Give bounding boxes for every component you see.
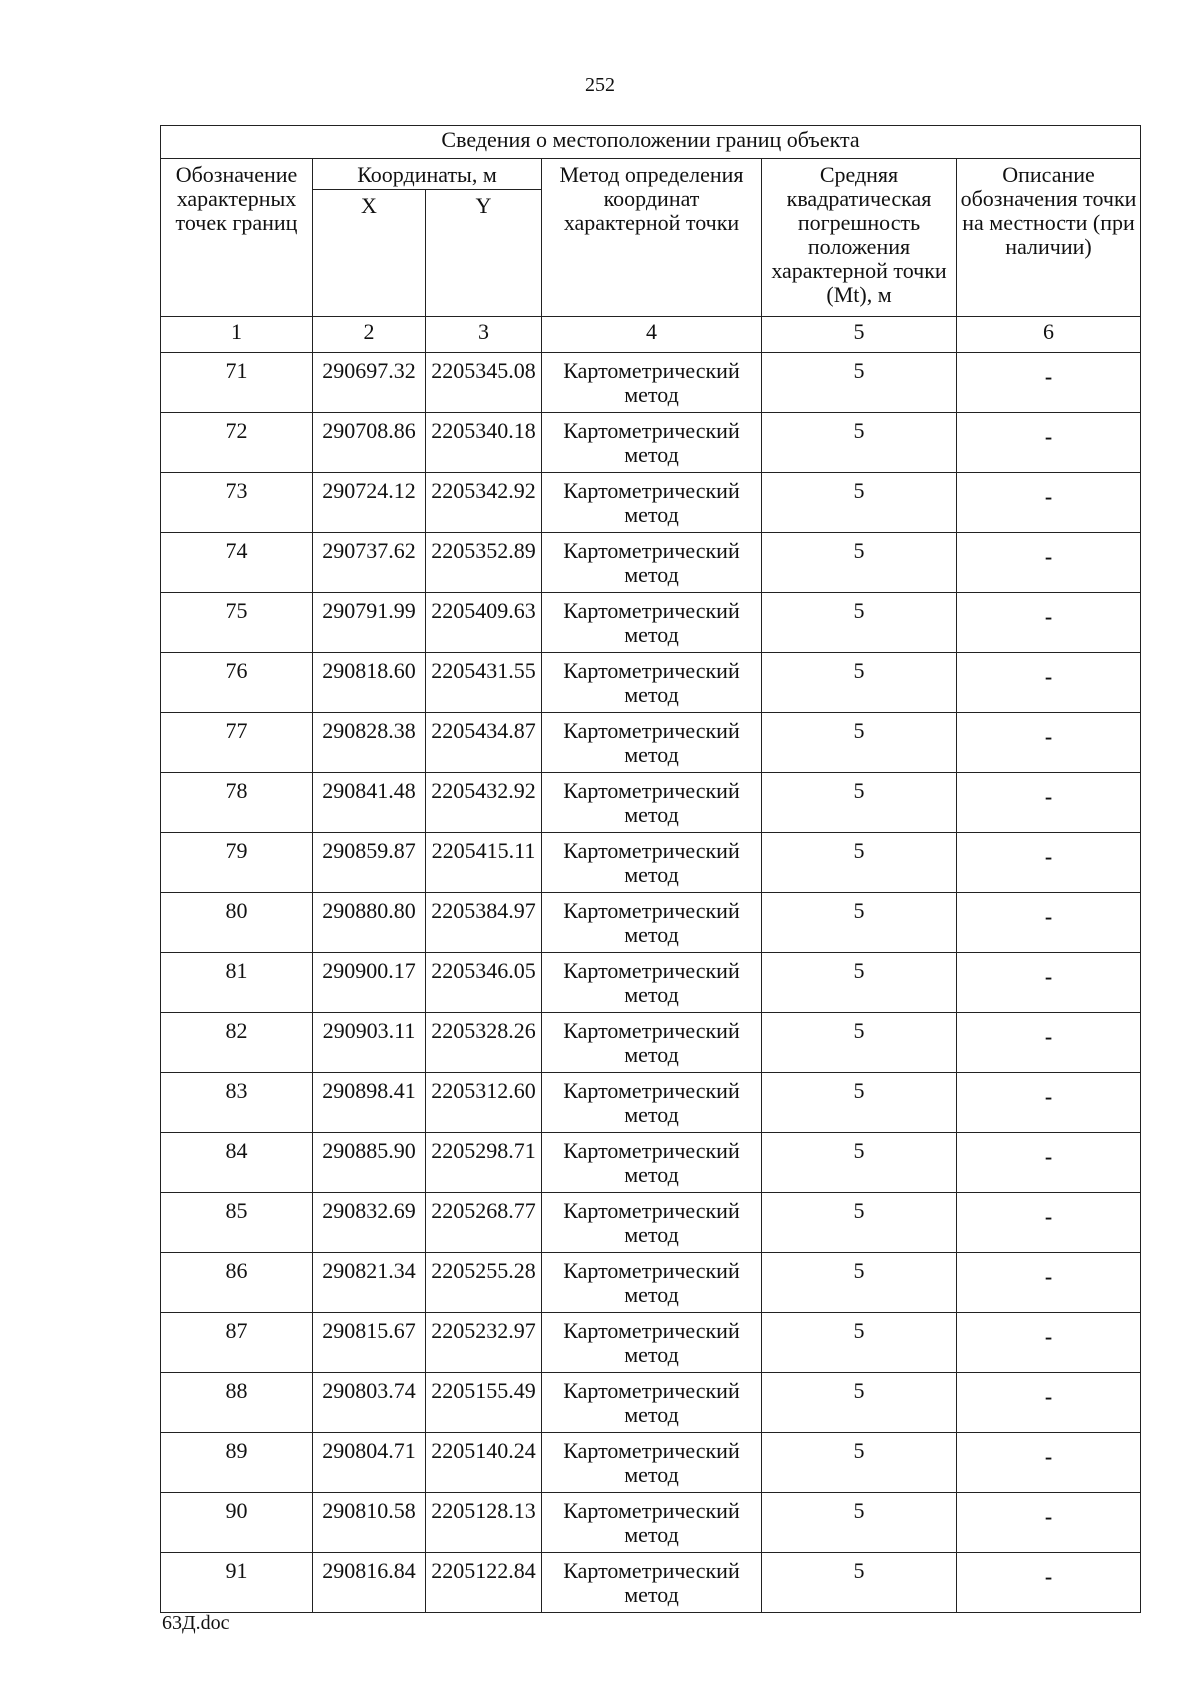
y-coordinate-cell: 2205255.28 [426, 1253, 542, 1313]
description-cell [957, 653, 1141, 713]
x-coordinate-cell: 290900.17 [313, 953, 426, 1013]
error-cell: 5 [762, 473, 957, 533]
error-cell: 5 [762, 1553, 957, 1613]
point-id-cell: 74 [161, 533, 313, 593]
description-cell [957, 1133, 1141, 1193]
method-line-2: метод [624, 1522, 679, 1547]
error-cell: 5 [762, 653, 957, 713]
method-line-1: Картометрический [563, 1498, 740, 1523]
table-row [161, 1373, 1141, 1433]
method-line-1: Картометрический [563, 1318, 740, 1343]
description-cell [957, 893, 1141, 953]
table-row [161, 953, 1141, 1013]
error-cell: 5 [762, 1493, 957, 1553]
method-line-2: метод [624, 1462, 679, 1487]
boundary-table-container [160, 125, 1140, 1613]
method-line-1: Картометрический [563, 1258, 740, 1283]
method-line-2: метод [624, 1282, 679, 1307]
method-line-2: метод [624, 442, 679, 467]
x-coordinate-cell: 290816.84 [313, 1553, 426, 1613]
table-body [161, 353, 1141, 1613]
error-cell: 5 [762, 1253, 957, 1313]
error-cell: 5 [762, 1193, 957, 1253]
description-value: - [1044, 1384, 1053, 1409]
description-value: - [1044, 544, 1053, 569]
description-value: - [1044, 1504, 1053, 1529]
description-value: - [1044, 484, 1053, 509]
method-cell [542, 953, 762, 1013]
description-cell [957, 593, 1141, 653]
description-value: - [1044, 1264, 1053, 1289]
table-row [161, 773, 1141, 833]
method-line-2: метод [624, 922, 679, 947]
y-coordinate-cell: 2205232.97 [426, 1313, 542, 1373]
x-coordinate-cell: 290880.80 [313, 893, 426, 953]
error-cell: 5 [762, 533, 957, 593]
error-cell: 5 [762, 893, 957, 953]
method-line-1: Картометрический [563, 958, 740, 983]
description-cell [957, 1193, 1141, 1253]
table-row [161, 1013, 1141, 1073]
description-value: - [1044, 1084, 1053, 1109]
column-numbers-row [161, 317, 1141, 353]
table-caption: Сведения о местоположении границ объекта [161, 126, 1141, 159]
y-coordinate-cell: 2205409.63 [426, 593, 542, 653]
method-cell [542, 1493, 762, 1553]
description-cell [957, 1493, 1141, 1553]
error-cell: 5 [762, 1133, 957, 1193]
error-cell: 5 [762, 353, 957, 413]
description-value: - [1044, 724, 1053, 749]
error-cell: 5 [762, 1373, 957, 1433]
method-line-1: Картометрический [563, 1078, 740, 1103]
table-row [161, 473, 1141, 533]
column-number: 4 [542, 317, 762, 353]
y-coordinate-cell: 2205342.92 [426, 473, 542, 533]
method-line-1: Картометрический [563, 598, 740, 623]
method-line-1: Картометрический [563, 358, 740, 383]
method-line-1: Картометрический [563, 418, 740, 443]
point-id-cell: 76 [161, 653, 313, 713]
description-cell [957, 1553, 1141, 1613]
method-cell [542, 833, 762, 893]
y-coordinate-cell: 2205155.49 [426, 1373, 542, 1433]
point-id-cell: 82 [161, 1013, 313, 1073]
x-coordinate-cell: 290821.34 [313, 1253, 426, 1313]
method-line-2: метод [624, 682, 679, 707]
method-cell [542, 473, 762, 533]
y-coordinate-cell: 2205140.24 [426, 1433, 542, 1493]
description-value: - [1044, 1024, 1053, 1049]
x-coordinate-cell: 290697.32 [313, 353, 426, 413]
method-line-1: Картометрический [563, 1558, 740, 1583]
error-cell: 5 [762, 773, 957, 833]
method-line-2: метод [624, 1342, 679, 1367]
method-line-1: Картометрический [563, 778, 740, 803]
x-coordinate-cell: 290903.11 [313, 1013, 426, 1073]
method-line-2: метод [624, 862, 679, 887]
x-coordinate-cell: 290791.99 [313, 593, 426, 653]
y-coordinate-cell: 2205431.55 [426, 653, 542, 713]
error-cell: 5 [762, 833, 957, 893]
method-line-1: Картометрический [563, 1138, 740, 1163]
error-cell: 5 [762, 1433, 957, 1493]
x-coordinate-cell: 290804.71 [313, 1433, 426, 1493]
method-line-2: метод [624, 562, 679, 587]
point-id-cell: 91 [161, 1553, 313, 1613]
point-id-cell: 89 [161, 1433, 313, 1493]
description-value: - [1044, 364, 1053, 389]
error-cell: 5 [762, 1313, 957, 1373]
table-row [161, 353, 1141, 413]
description-value: - [1044, 604, 1053, 629]
description-cell [957, 533, 1141, 593]
method-line-1: Картометрический [563, 1018, 740, 1043]
method-cell [542, 1133, 762, 1193]
method-cell [542, 713, 762, 773]
table-row [161, 593, 1141, 653]
table-row [161, 1433, 1141, 1493]
method-line-2: метод [624, 382, 679, 407]
table-row [161, 1193, 1141, 1253]
point-id-cell: 75 [161, 593, 313, 653]
x-coordinate-cell: 290898.41 [313, 1073, 426, 1133]
description-cell [957, 413, 1141, 473]
description-cell [957, 473, 1141, 533]
table-row [161, 1073, 1141, 1133]
x-coordinate-cell: 290832.69 [313, 1193, 426, 1253]
page-number: 252 [585, 74, 615, 96]
y-coordinate-cell: 2205122.84 [426, 1553, 542, 1613]
header-designation: Обозначение характерных точек границ [161, 159, 313, 317]
method-cell [542, 773, 762, 833]
method-line-2: метод [624, 1402, 679, 1427]
description-cell [957, 773, 1141, 833]
point-id-cell: 88 [161, 1373, 313, 1433]
error-cell: 5 [762, 593, 957, 653]
point-id-cell: 77 [161, 713, 313, 773]
method-line-2: метод [624, 1162, 679, 1187]
method-line-2: метод [624, 1102, 679, 1127]
description-value: - [1044, 964, 1053, 989]
description-cell [957, 1073, 1141, 1133]
method-cell [542, 593, 762, 653]
header-y: Y [426, 190, 542, 317]
x-coordinate-cell: 290708.86 [313, 413, 426, 473]
method-line-2: метод [624, 982, 679, 1007]
description-cell [957, 1373, 1141, 1433]
method-cell [542, 1253, 762, 1313]
description-value: - [1044, 904, 1053, 929]
point-id-cell: 78 [161, 773, 313, 833]
table-row [161, 1493, 1141, 1553]
error-cell: 5 [762, 953, 957, 1013]
point-id-cell: 90 [161, 1493, 313, 1553]
point-id-cell: 71 [161, 353, 313, 413]
point-id-cell: 83 [161, 1073, 313, 1133]
method-line-1: Картометрический [563, 538, 740, 563]
method-line-2: метод [624, 502, 679, 527]
y-coordinate-cell: 2205312.60 [426, 1073, 542, 1133]
table-row [161, 833, 1141, 893]
table-row [161, 1313, 1141, 1373]
x-coordinate-cell: 290841.48 [313, 773, 426, 833]
y-coordinate-cell: 2205432.92 [426, 773, 542, 833]
description-value: - [1044, 1144, 1053, 1169]
column-number: 3 [426, 317, 542, 353]
description-value: - [1044, 1564, 1053, 1589]
method-cell [542, 533, 762, 593]
table-row [161, 713, 1141, 773]
description-cell [957, 713, 1141, 773]
description-value: - [1044, 664, 1053, 689]
point-id-cell: 84 [161, 1133, 313, 1193]
x-coordinate-cell: 290810.58 [313, 1493, 426, 1553]
y-coordinate-cell: 2205268.77 [426, 1193, 542, 1253]
description-value: - [1044, 1204, 1053, 1229]
header-coordinates: Координаты, м [313, 159, 542, 190]
method-line-2: метод [624, 742, 679, 767]
method-cell [542, 1013, 762, 1073]
description-cell [957, 1253, 1141, 1313]
table-row [161, 413, 1141, 473]
point-id-cell: 87 [161, 1313, 313, 1373]
method-line-1: Картометрический [563, 898, 740, 923]
method-cell [542, 1073, 762, 1133]
header-description: Описание обозначения точки на местности (при наличии) [957, 159, 1141, 317]
point-id-cell: 85 [161, 1193, 313, 1253]
method-line-2: метод [624, 1582, 679, 1607]
footer-filename: 63Д.doc [162, 1612, 230, 1634]
column-number: 5 [762, 317, 957, 353]
header-x: X [313, 190, 426, 317]
x-coordinate-cell: 290803.74 [313, 1373, 426, 1433]
method-line-1: Картометрический [563, 1198, 740, 1223]
y-coordinate-cell: 2205346.05 [426, 953, 542, 1013]
method-line-1: Картометрический [563, 478, 740, 503]
table-row [161, 533, 1141, 593]
table-row [161, 1253, 1141, 1313]
description-cell [957, 353, 1141, 413]
y-coordinate-cell: 2205298.71 [426, 1133, 542, 1193]
header-error: Средняя квадратическая погрешность положения характерной точки (Mt), м [762, 159, 957, 317]
boundary-table [160, 125, 1141, 1613]
y-coordinate-cell: 2205384.97 [426, 893, 542, 953]
method-cell [542, 1433, 762, 1493]
method-cell [542, 1193, 762, 1253]
column-number: 6 [957, 317, 1141, 353]
y-coordinate-cell: 2205415.11 [426, 833, 542, 893]
x-coordinate-cell: 290885.90 [313, 1133, 426, 1193]
method-cell [542, 413, 762, 473]
description-cell [957, 953, 1141, 1013]
y-coordinate-cell: 2205340.18 [426, 413, 542, 473]
column-number: 2 [313, 317, 426, 353]
description-value: - [1044, 1324, 1053, 1349]
error-cell: 5 [762, 1013, 957, 1073]
method-line-2: метод [624, 622, 679, 647]
point-id-cell: 72 [161, 413, 313, 473]
table-row [161, 1133, 1141, 1193]
header-method: Метод определения координат характерной точки [542, 159, 762, 317]
method-line-1: Картометрический [563, 1378, 740, 1403]
y-coordinate-cell: 2205352.89 [426, 533, 542, 593]
method-cell [542, 353, 762, 413]
method-line-1: Картометрический [563, 658, 740, 683]
description-value: - [1044, 784, 1053, 809]
method-cell [542, 893, 762, 953]
description-value: - [1044, 1444, 1053, 1469]
x-coordinate-cell: 290724.12 [313, 473, 426, 533]
point-id-cell: 73 [161, 473, 313, 533]
description-value: - [1044, 844, 1053, 869]
y-coordinate-cell: 2205128.13 [426, 1493, 542, 1553]
method-cell [542, 1553, 762, 1613]
table-row [161, 1553, 1141, 1613]
method-cell [542, 1313, 762, 1373]
description-cell [957, 1433, 1141, 1493]
column-number: 1 [161, 317, 313, 353]
x-coordinate-cell: 290818.60 [313, 653, 426, 713]
method-line-2: метод [624, 1222, 679, 1247]
method-line-2: метод [624, 802, 679, 827]
y-coordinate-cell: 2205328.26 [426, 1013, 542, 1073]
point-id-cell: 79 [161, 833, 313, 893]
description-cell [957, 1313, 1141, 1373]
table-row [161, 893, 1141, 953]
x-coordinate-cell: 290828.38 [313, 713, 426, 773]
error-cell: 5 [762, 413, 957, 473]
description-value: - [1044, 424, 1053, 449]
description-cell [957, 1013, 1141, 1073]
method-cell [542, 1373, 762, 1433]
method-cell [542, 653, 762, 713]
y-coordinate-cell: 2205434.87 [426, 713, 542, 773]
x-coordinate-cell: 290815.67 [313, 1313, 426, 1373]
method-line-1: Картометрический [563, 718, 740, 743]
point-id-cell: 80 [161, 893, 313, 953]
point-id-cell: 86 [161, 1253, 313, 1313]
method-line-1: Картометрический [563, 838, 740, 863]
y-coordinate-cell: 2205345.08 [426, 353, 542, 413]
method-line-2: метод [624, 1042, 679, 1067]
point-id-cell: 81 [161, 953, 313, 1013]
method-line-1: Картометрический [563, 1438, 740, 1463]
error-cell: 5 [762, 1073, 957, 1133]
description-cell [957, 833, 1141, 893]
error-cell: 5 [762, 713, 957, 773]
table-row [161, 653, 1141, 713]
x-coordinate-cell: 290737.62 [313, 533, 426, 593]
x-coordinate-cell: 290859.87 [313, 833, 426, 893]
